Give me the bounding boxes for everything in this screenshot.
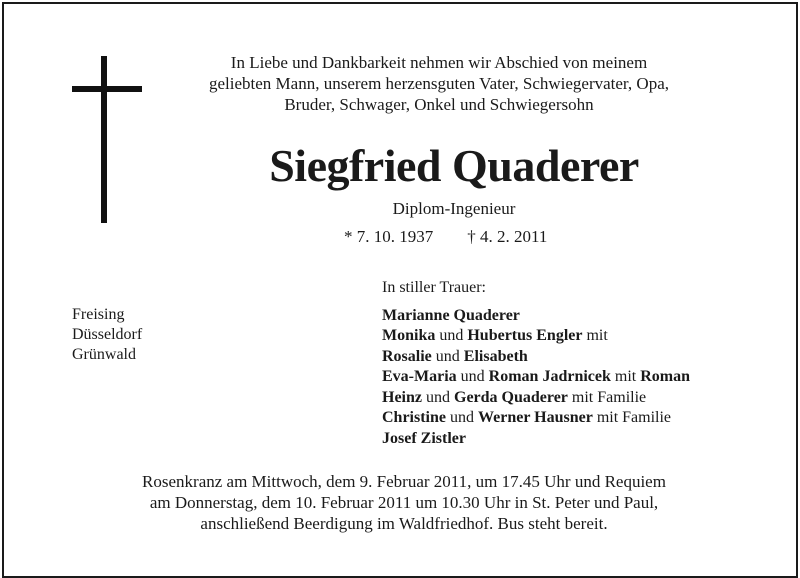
mourner-name: Hubertus Engler <box>467 327 583 344</box>
intro-line: In Liebe und Dankbarkeit nehmen wir Abschied von meinem <box>230 53 648 72</box>
mourners-list <box>382 278 690 449</box>
connector-text: mit Familie <box>567 388 647 406</box>
intro-line: geliebten Mann, unserem herzensguten Vater, Schwiegervater, Opa, <box>209 74 669 93</box>
mourner-name: Heinz <box>382 388 422 406</box>
place-item: Freising <box>72 306 125 323</box>
mourner-name: Werner Hausner <box>478 409 593 426</box>
connector-text: und <box>456 368 489 385</box>
cross-icon-bar <box>72 86 142 92</box>
mourner-name: Elisabeth <box>463 347 528 365</box>
intro-text <box>184 52 694 115</box>
place-item: Grünwald <box>72 346 136 363</box>
service-line: Rosenkranz am Mittwoch, dem 9. Februar 2011, um 17.45 Uhr und Requiem <box>142 472 666 491</box>
obituary-notice <box>2 2 798 578</box>
mourner-line <box>382 408 690 429</box>
connector-text: mit <box>582 327 608 344</box>
places-list <box>72 305 142 365</box>
mourner-name: Christine <box>382 409 446 426</box>
mourner-line <box>382 326 690 347</box>
mourner-line <box>382 429 690 450</box>
mourner-name: Eva-Maria <box>382 368 457 385</box>
deceased-title: Diplom-Ingenieur <box>392 199 516 218</box>
mourner-name: Josef Zistler <box>382 429 466 447</box>
mourner-line <box>382 367 690 388</box>
place-item: Düsseldorf <box>72 326 143 343</box>
service-line: anschließend Beerdigung im Waldfriedhof. Bus steht bereit. <box>200 514 608 533</box>
mourner-name: Roman Jadrnicek <box>488 368 611 385</box>
connector-text: und <box>422 388 454 406</box>
connector-text: mit Familie <box>592 409 672 426</box>
connector-text: und <box>446 409 478 426</box>
deceased-name: Siegfried Quaderer <box>269 140 639 191</box>
life-dates <box>344 226 547 248</box>
mourner-name: Rosalie <box>382 347 432 365</box>
service-line: am Donnerstag, dem 10. Februar 2011 um 10.30 Uhr in St. Peter und Paul, <box>149 493 659 512</box>
birth-date: * 7. 10. 1937 <box>344 227 434 246</box>
connector-text: und <box>431 347 464 365</box>
mourners-heading: In stiller Trauer: <box>382 279 486 296</box>
service-details <box>104 471 704 534</box>
connector-text: mit <box>610 368 641 385</box>
mourner-line <box>382 388 690 409</box>
mourner-name: Marianne Quaderer <box>382 306 520 324</box>
mourner-name: Gerda Quaderer <box>454 388 568 406</box>
cross-icon <box>101 56 107 223</box>
connector-text: und <box>435 327 468 344</box>
mourner-line <box>382 306 690 327</box>
death-date: † 4. 2. 2011 <box>467 227 548 246</box>
intro-line: Bruder, Schwager, Onkel und Schwiegersohn <box>284 95 594 114</box>
mourner-name: Roman <box>640 368 691 385</box>
mourner-name: Monika <box>382 327 436 344</box>
mourner-line <box>382 347 690 368</box>
